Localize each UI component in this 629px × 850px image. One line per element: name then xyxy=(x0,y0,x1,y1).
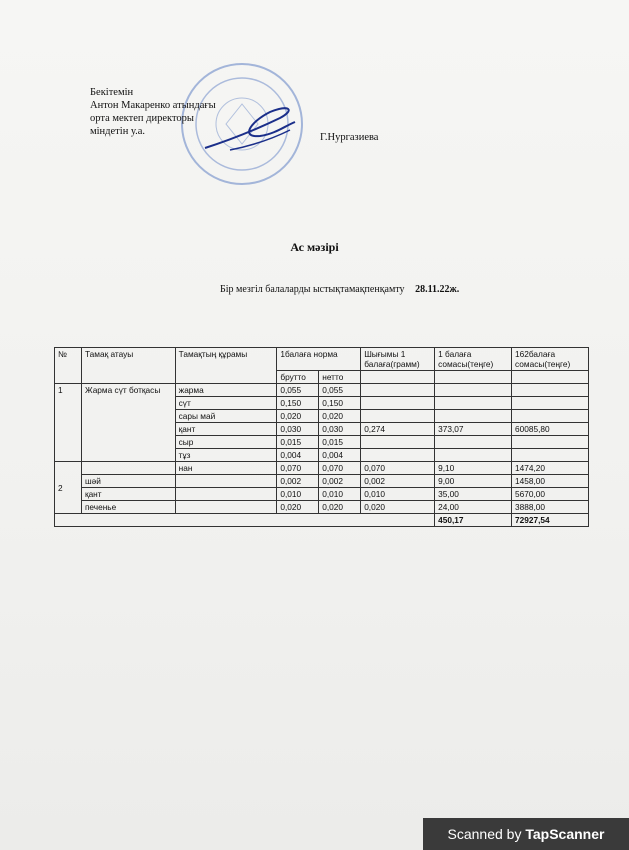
table-row: қант 0,010 0,010 0,010 35,00 5670,00 xyxy=(55,488,589,501)
header-cost1: 1 балаға сомасы(теңге) xyxy=(435,348,512,371)
table-row: тұз 0,004 0,004 xyxy=(55,449,589,462)
scanner-watermark xyxy=(423,818,629,850)
subtitle xyxy=(220,284,459,295)
table-row: сыр 0,015 0,015 xyxy=(55,436,589,449)
subtitle-date: 28.11.22ж. xyxy=(415,284,460,295)
header-brutto: брутто xyxy=(277,371,319,384)
watermark-prefix: Scanned by xyxy=(447,826,526,842)
table-row: 2 нан 0,070 0,070 0,070 9,10 1474,20 xyxy=(55,462,589,475)
dish2-num: 2 xyxy=(55,462,82,514)
approval-line-1: Бекітемін xyxy=(90,87,134,98)
dish1-num: 1 xyxy=(55,384,82,462)
table-total-row xyxy=(55,514,589,527)
approval-line-2: Антон Макаренко атындағы xyxy=(90,100,216,111)
header-netto: нетто xyxy=(319,371,361,384)
table-row: шәй 0,002 0,002 0,002 9,00 1458,00 xyxy=(55,475,589,488)
watermark-brand: TapScanner xyxy=(525,826,605,842)
menu-table xyxy=(54,347,589,527)
total-cost1: 450,17 xyxy=(435,514,512,527)
header-dish: Тамақ атауы xyxy=(81,348,175,384)
header-composition: Тамақтың құрамы xyxy=(175,348,277,384)
page-title: Ас мәзірі xyxy=(290,240,339,254)
table-row: печенье 0,020 0,020 0,020 24,00 3888,00 xyxy=(55,501,589,514)
subtitle-text: Бір мезгіл балаларды ыстықтамақпенқамту xyxy=(220,284,405,295)
table-row: 1 Жарма сүт ботқасы жарма 0,055 0,055 xyxy=(55,384,589,397)
approval-line-3: орта мектеп директоры xyxy=(90,113,194,124)
table-row: қант 0,030 0,030 0,274 373,07 60085,80 xyxy=(55,423,589,436)
header-cost162: 162балаға сомасы(теңге) xyxy=(512,348,589,371)
director-name: Г.Нургазиева xyxy=(320,132,379,143)
table-header-row xyxy=(55,348,589,371)
dish1-name: Жарма сүт ботқасы xyxy=(81,384,175,462)
approval-line-4: міндетін у.а. xyxy=(90,126,146,137)
table-row: сары май 0,020 0,020 xyxy=(55,410,589,423)
header-norm: 1балаға норма xyxy=(277,348,361,371)
total-cost162: 72927,54 xyxy=(512,514,589,527)
header-num: № xyxy=(55,348,82,384)
approval-block xyxy=(90,86,216,138)
table-row: сүт 0,150 0,150 xyxy=(55,397,589,410)
header-output: Шығымы 1 балаға(грамм) xyxy=(361,348,435,371)
